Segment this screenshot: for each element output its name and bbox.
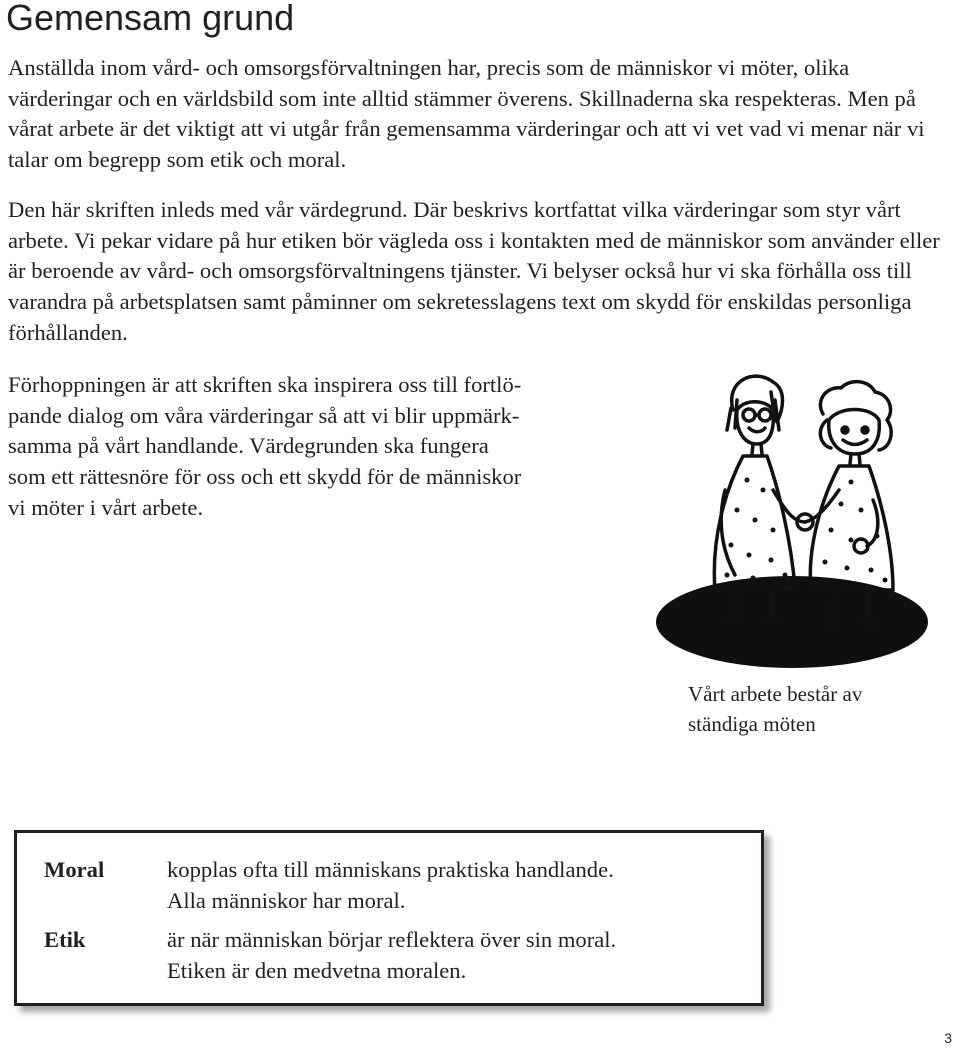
illustration-caption — [688, 680, 948, 739]
definition-text-moral — [167, 855, 747, 916]
definition-line: Alla människor har moral. — [167, 887, 406, 913]
hope-line: Förhoppningen är att skriften ska inspirera oss till fortlö- — [8, 372, 522, 397]
definition-text-etik — [167, 925, 747, 986]
definition-line: Etiken är den medvetna moralen. — [167, 957, 467, 983]
definition-term-etik: Etik — [44, 927, 86, 952]
intro-paragraph: Anställda inom vård- och omsorgsförvaltningen har, precis som de människor vi möter, olika värderingar och en världsbild som inte alltid stämmer överens. Skillnaderna ska respekteras. Men på vårat arbete är det viktigt att vi utgår från gemensamma värderingar och att vi vet vad vi menar när vi talar om begrepp som etik och moral. — [8, 55, 925, 173]
hope-line: samma på vårt handlande. Värdegrunden ska fungera — [8, 433, 489, 459]
definition-line: kopplas ofta till människans praktiska handlande. — [167, 857, 614, 882]
page-number: 3 — [944, 1030, 952, 1046]
definition-line: är när människan börjar reflektera över sin moral. — [167, 927, 617, 952]
page-title: Gemensam grund — [6, 0, 295, 38]
caption-line: ständiga möten — [688, 711, 816, 736]
hope-line: pande dialog om våra värderingar så att vi blir uppmärk- — [8, 402, 520, 428]
hope-line: vi möter i vårt arbete. — [8, 494, 204, 520]
definition-box — [14, 830, 764, 1006]
hope-paragraph — [8, 370, 613, 524]
contents-paragraph: Den här skriften inleds med vår värdegrund. Där beskrivs kortfattat vilka värderingar som styr vårt arbete. Vi pekar vidare på hur etiken bör vägleda oss i kontakten med de människor som använder eller är beroende av vård- och omsorgsförvaltningens tjänster. Vi belyser också hur vi ska förhålla oss till varandra på arbetsplatsen samt påminner om sekretesslagens text om skydd för enskildas personliga förhållanden. — [8, 197, 940, 345]
two-people-holding-hands-illustration — [655, 370, 930, 675]
hope-line: som ett rättesnöre för oss och ett skydd för de människor — [8, 464, 522, 490]
definition-term-moral: Moral — [44, 857, 105, 882]
caption-line: Vårt arbete består av — [688, 682, 863, 706]
